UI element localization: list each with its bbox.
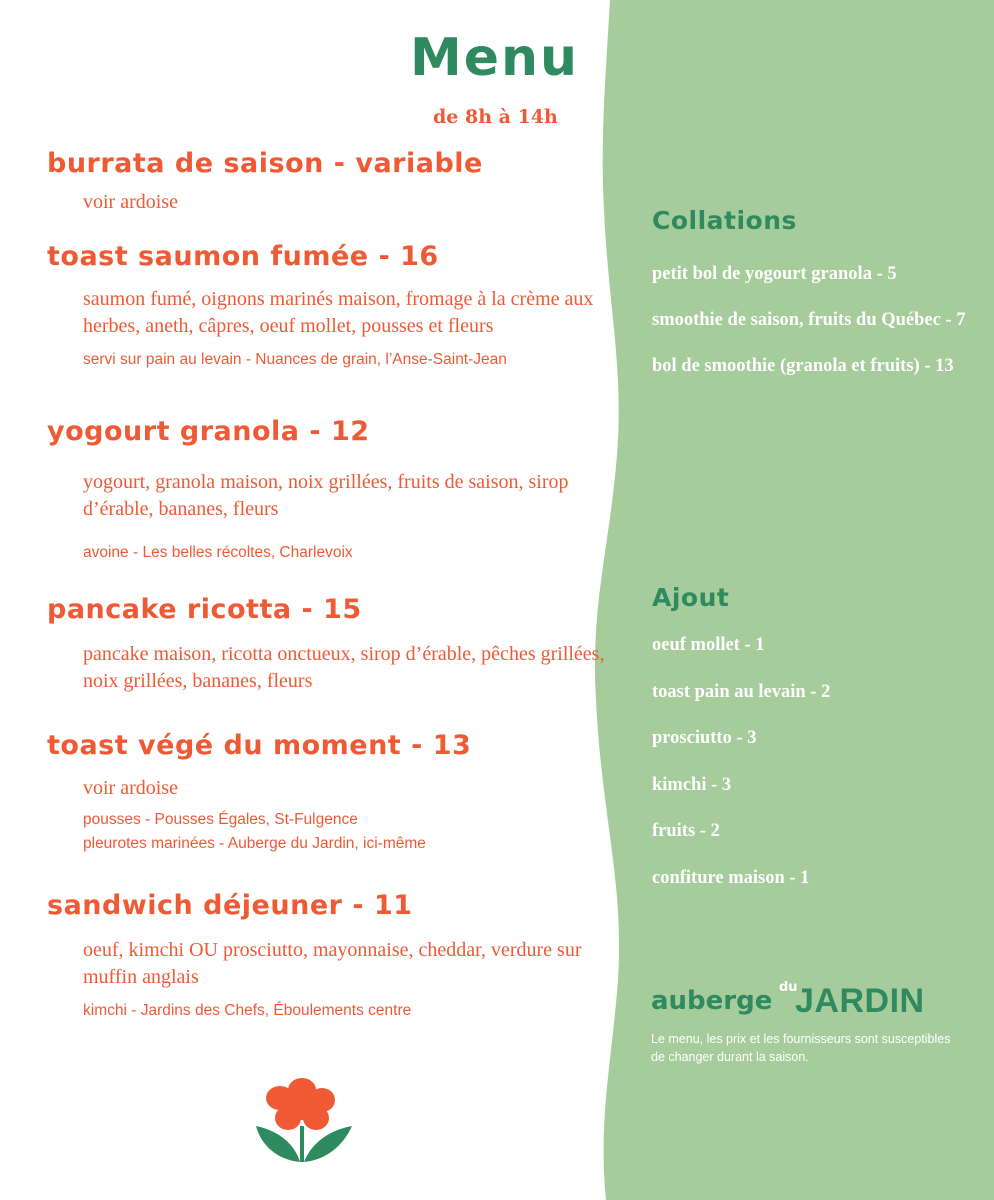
list-item: prosciutto - 3 <box>652 728 757 748</box>
item-source: pleurotes marinées - Auberge du Jardin, ici-même <box>83 835 426 853</box>
logo-auberge-text: auberge <box>651 986 773 1016</box>
item-title: pancake ricotta - 15 <box>47 594 362 625</box>
list-item: smoothie de saison, fruits du Québec - 7 <box>652 310 966 330</box>
ajout-section <box>652 583 972 892</box>
opening-hours: de 8h à 14h <box>433 106 558 128</box>
list-item: toast pain au levain - 2 <box>652 681 831 702</box>
item-title: toast saumon fumée - 16 <box>47 241 439 272</box>
menu-item-pancake-ricotta <box>47 594 612 695</box>
list-item: kimchi - 3 <box>652 774 732 795</box>
list-item: oeuf mollet - 1 <box>652 635 765 655</box>
item-source: kimchi - Jardins des Chefs, Éboulements centre <box>83 1002 412 1020</box>
menu-item-sandwich-dejeuner <box>47 890 612 1023</box>
item-source: servi sur pain au levain - Nuances de grain, l’Anse-Saint-Jean <box>83 351 507 369</box>
item-description: voir ardoise <box>83 777 178 800</box>
item-description: yogourt, granola maison, noix grillées, fruits de saison, sirop d’érable, bananes, fleurs <box>83 471 569 521</box>
list-item: bol de smoothie (granola et fruits) - 13 <box>652 356 954 376</box>
list-item: confiture maison - 1 <box>652 867 810 888</box>
item-title: toast végé du moment - 13 <box>47 730 472 761</box>
item-source: pousses - Pousses Égales, St-Fulgence <box>83 811 358 829</box>
menu-title: Menu <box>410 28 580 88</box>
item-title: burrata de saison - variable <box>47 148 483 179</box>
collations-list <box>652 261 972 380</box>
list-item: fruits - 2 <box>652 821 720 841</box>
item-description: pancake maison, ricotta onctueux, sirop d’érable, pêches grillées, noix grillées, bananes, fleurs <box>83 643 605 693</box>
item-description: voir ardoise <box>83 191 178 214</box>
logo-jardin-text: JARDIN <box>795 982 925 1020</box>
collations-title: Collations <box>652 206 797 235</box>
menu-item-yogourt-granola <box>47 416 612 565</box>
auberge-du-jardin-logo <box>651 980 951 1026</box>
item-source: avoine - Les belles récoltes, Charlevoix <box>83 544 353 562</box>
disclaimer-text: Le menu, les prix et les fournisseurs sont susceptibles de changer durant la saison. <box>651 1032 951 1064</box>
item-title: sandwich déjeuner - 11 <box>47 890 413 921</box>
menu-item-toast-vege <box>47 730 612 856</box>
item-description: oeuf, kimchi OU prosciutto, mayonnaise, cheddar, verdure sur muffin anglais <box>83 939 582 989</box>
collations-section <box>652 206 972 380</box>
ajout-list <box>652 632 972 892</box>
item-title: yogourt granola - 12 <box>47 416 370 447</box>
flower-icon <box>252 1076 356 1166</box>
menu-item-burrata <box>47 148 612 216</box>
item-description: saumon fumé, oignons marinés maison, fromage à la crème aux herbes, aneth, câpres, oeuf mollet, pousses et fleurs <box>83 288 594 338</box>
list-item: petit bol de yogourt granola - 5 <box>652 264 897 284</box>
menu-item-toast-saumon <box>47 241 612 372</box>
logo-du-text: du <box>779 980 798 995</box>
ajout-title: Ajout <box>652 583 730 612</box>
